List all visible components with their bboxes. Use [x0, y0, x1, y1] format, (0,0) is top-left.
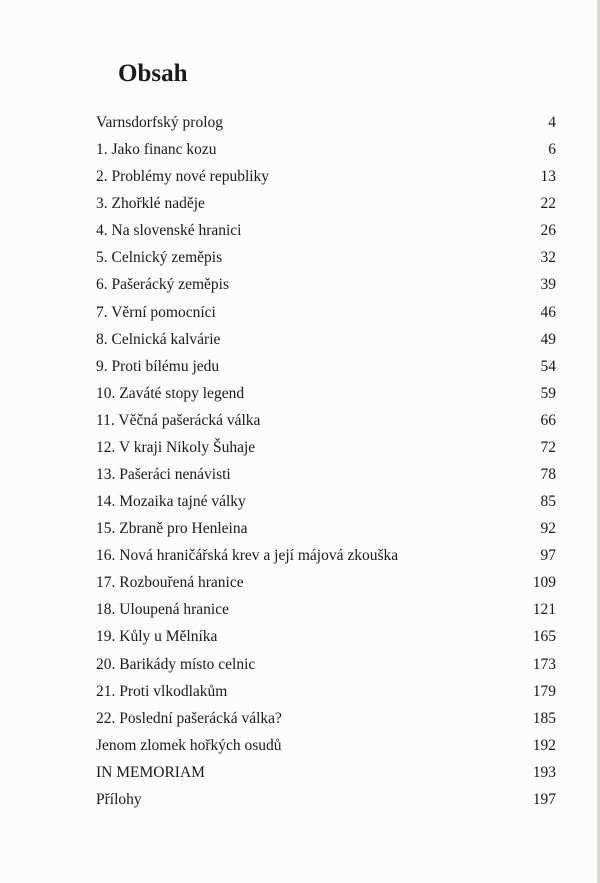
toc-entry-page: 78 — [540, 466, 556, 484]
toc-entry — [0, 651, 600, 678]
toc-entry — [0, 678, 600, 705]
toc-entry — [0, 623, 600, 650]
toc-entry — [0, 407, 600, 434]
toc-entry — [0, 217, 600, 244]
toc-entry-title: 10. Zaváté stopy legend — [96, 384, 245, 402]
toc-entry-title: 19. Kůly u Mělníka — [96, 628, 218, 646]
page-title: Obsah — [118, 60, 188, 87]
toc-entry-title: 6. Pašerácký zeměpis — [96, 276, 229, 294]
toc-entry-page: 49 — [540, 330, 556, 348]
toc-entry — [0, 759, 600, 786]
toc-entry-page: 165 — [532, 628, 556, 646]
table-of-contents — [0, 109, 600, 813]
toc-entry — [0, 353, 600, 380]
toc-entry-title: 11. Věčná pašerácká válka — [96, 411, 261, 429]
toc-entry-page: 59 — [540, 384, 556, 402]
toc-entry-page: 193 — [532, 763, 556, 781]
toc-entry — [0, 705, 600, 732]
toc-entry-title: 1. Jako financ kozu — [96, 141, 217, 159]
toc-entry-page: 22 — [540, 195, 556, 213]
toc-entry — [0, 109, 600, 136]
toc-entry — [0, 244, 600, 271]
toc-entry-page: 13 — [540, 168, 556, 186]
toc-entry — [0, 326, 600, 353]
toc-entry-page: 192 — [532, 736, 556, 754]
toc-entry-title: 16. Nová hraničářská krev a její májová zkouška — [96, 547, 399, 565]
toc-entry-page: 85 — [540, 493, 556, 511]
toc-entry — [0, 542, 600, 569]
toc-entry — [0, 136, 600, 163]
toc-entry-page: 179 — [532, 682, 556, 700]
toc-entry-page: 109 — [532, 574, 556, 592]
toc-entry — [0, 569, 600, 596]
toc-entry-page: 32 — [540, 249, 556, 267]
toc-entry-title: 18. Uloupená hranice — [96, 601, 229, 619]
toc-entry-page: 121 — [532, 601, 556, 619]
toc-entry-title: 17. Rozbouřená hranice — [96, 574, 244, 592]
toc-entry-title: 14. Mozaika tajné války — [96, 493, 246, 511]
toc-entry-title: 12. V kraji Nikoly Šuhaje — [96, 438, 256, 456]
toc-entry-title: 8. Celnická kalvárie — [96, 330, 221, 348]
toc-entry-page: 72 — [540, 438, 556, 456]
toc-entry — [0, 515, 600, 542]
toc-entry-title: 20. Barikády místo celnic — [96, 655, 256, 673]
toc-entry-page: 92 — [540, 520, 556, 538]
toc-entry-page: 54 — [540, 357, 556, 375]
toc-entry-title: 2. Problémy nové republiky — [96, 168, 270, 186]
toc-entry — [0, 596, 600, 623]
toc-entry-page: 26 — [540, 222, 556, 240]
toc-entry-title: IN MEMORIAM — [96, 763, 205, 781]
toc-entry — [0, 488, 600, 515]
toc-entry — [0, 786, 600, 813]
toc-entry-page: 97 — [540, 547, 556, 565]
toc-entry-page: 39 — [540, 276, 556, 294]
toc-entry — [0, 434, 600, 461]
toc-entry-title: 7. Věrní pomocníci — [96, 303, 216, 321]
toc-entry-page: 66 — [540, 411, 556, 429]
toc-entry — [0, 461, 600, 488]
toc-entry-page: 46 — [540, 303, 556, 321]
toc-entry-page: 173 — [532, 655, 556, 673]
toc-entry-title: 9. Proti bílému jedu — [96, 357, 220, 375]
toc-entry — [0, 271, 600, 298]
toc-entry-page: 6 — [548, 141, 556, 159]
toc-entry — [0, 380, 600, 407]
toc-entry — [0, 732, 600, 759]
toc-entry-title: 13. Pašeráci nenávisti — [96, 466, 231, 484]
toc-entry-title: 15. Zbraně pro Henleina — [96, 520, 248, 538]
toc-entry-title: 22. Poslední pašerácká válka? — [96, 709, 282, 727]
toc-entry-title: Přílohy — [96, 790, 142, 808]
toc-entry-page: 185 — [532, 709, 556, 727]
toc-entry-title: Jenom zlomek hořkých osudů — [96, 736, 282, 754]
toc-entry-page: 197 — [532, 790, 556, 808]
toc-entry-title: 3. Zhořklé naděje — [96, 195, 205, 213]
toc-entry — [0, 163, 600, 190]
toc-entry-title: 4. Na slovenské hranici — [96, 222, 242, 240]
toc-entry — [0, 190, 600, 217]
toc-entry-title: 5. Celnický zeměpis — [96, 249, 223, 267]
toc-entry-title: 21. Proti vlkodlakům — [96, 682, 228, 700]
toc-entry-page: 4 — [548, 114, 556, 131]
toc-entry-title: Varnsdorfský prolog — [96, 114, 223, 131]
toc-entry — [0, 299, 600, 326]
